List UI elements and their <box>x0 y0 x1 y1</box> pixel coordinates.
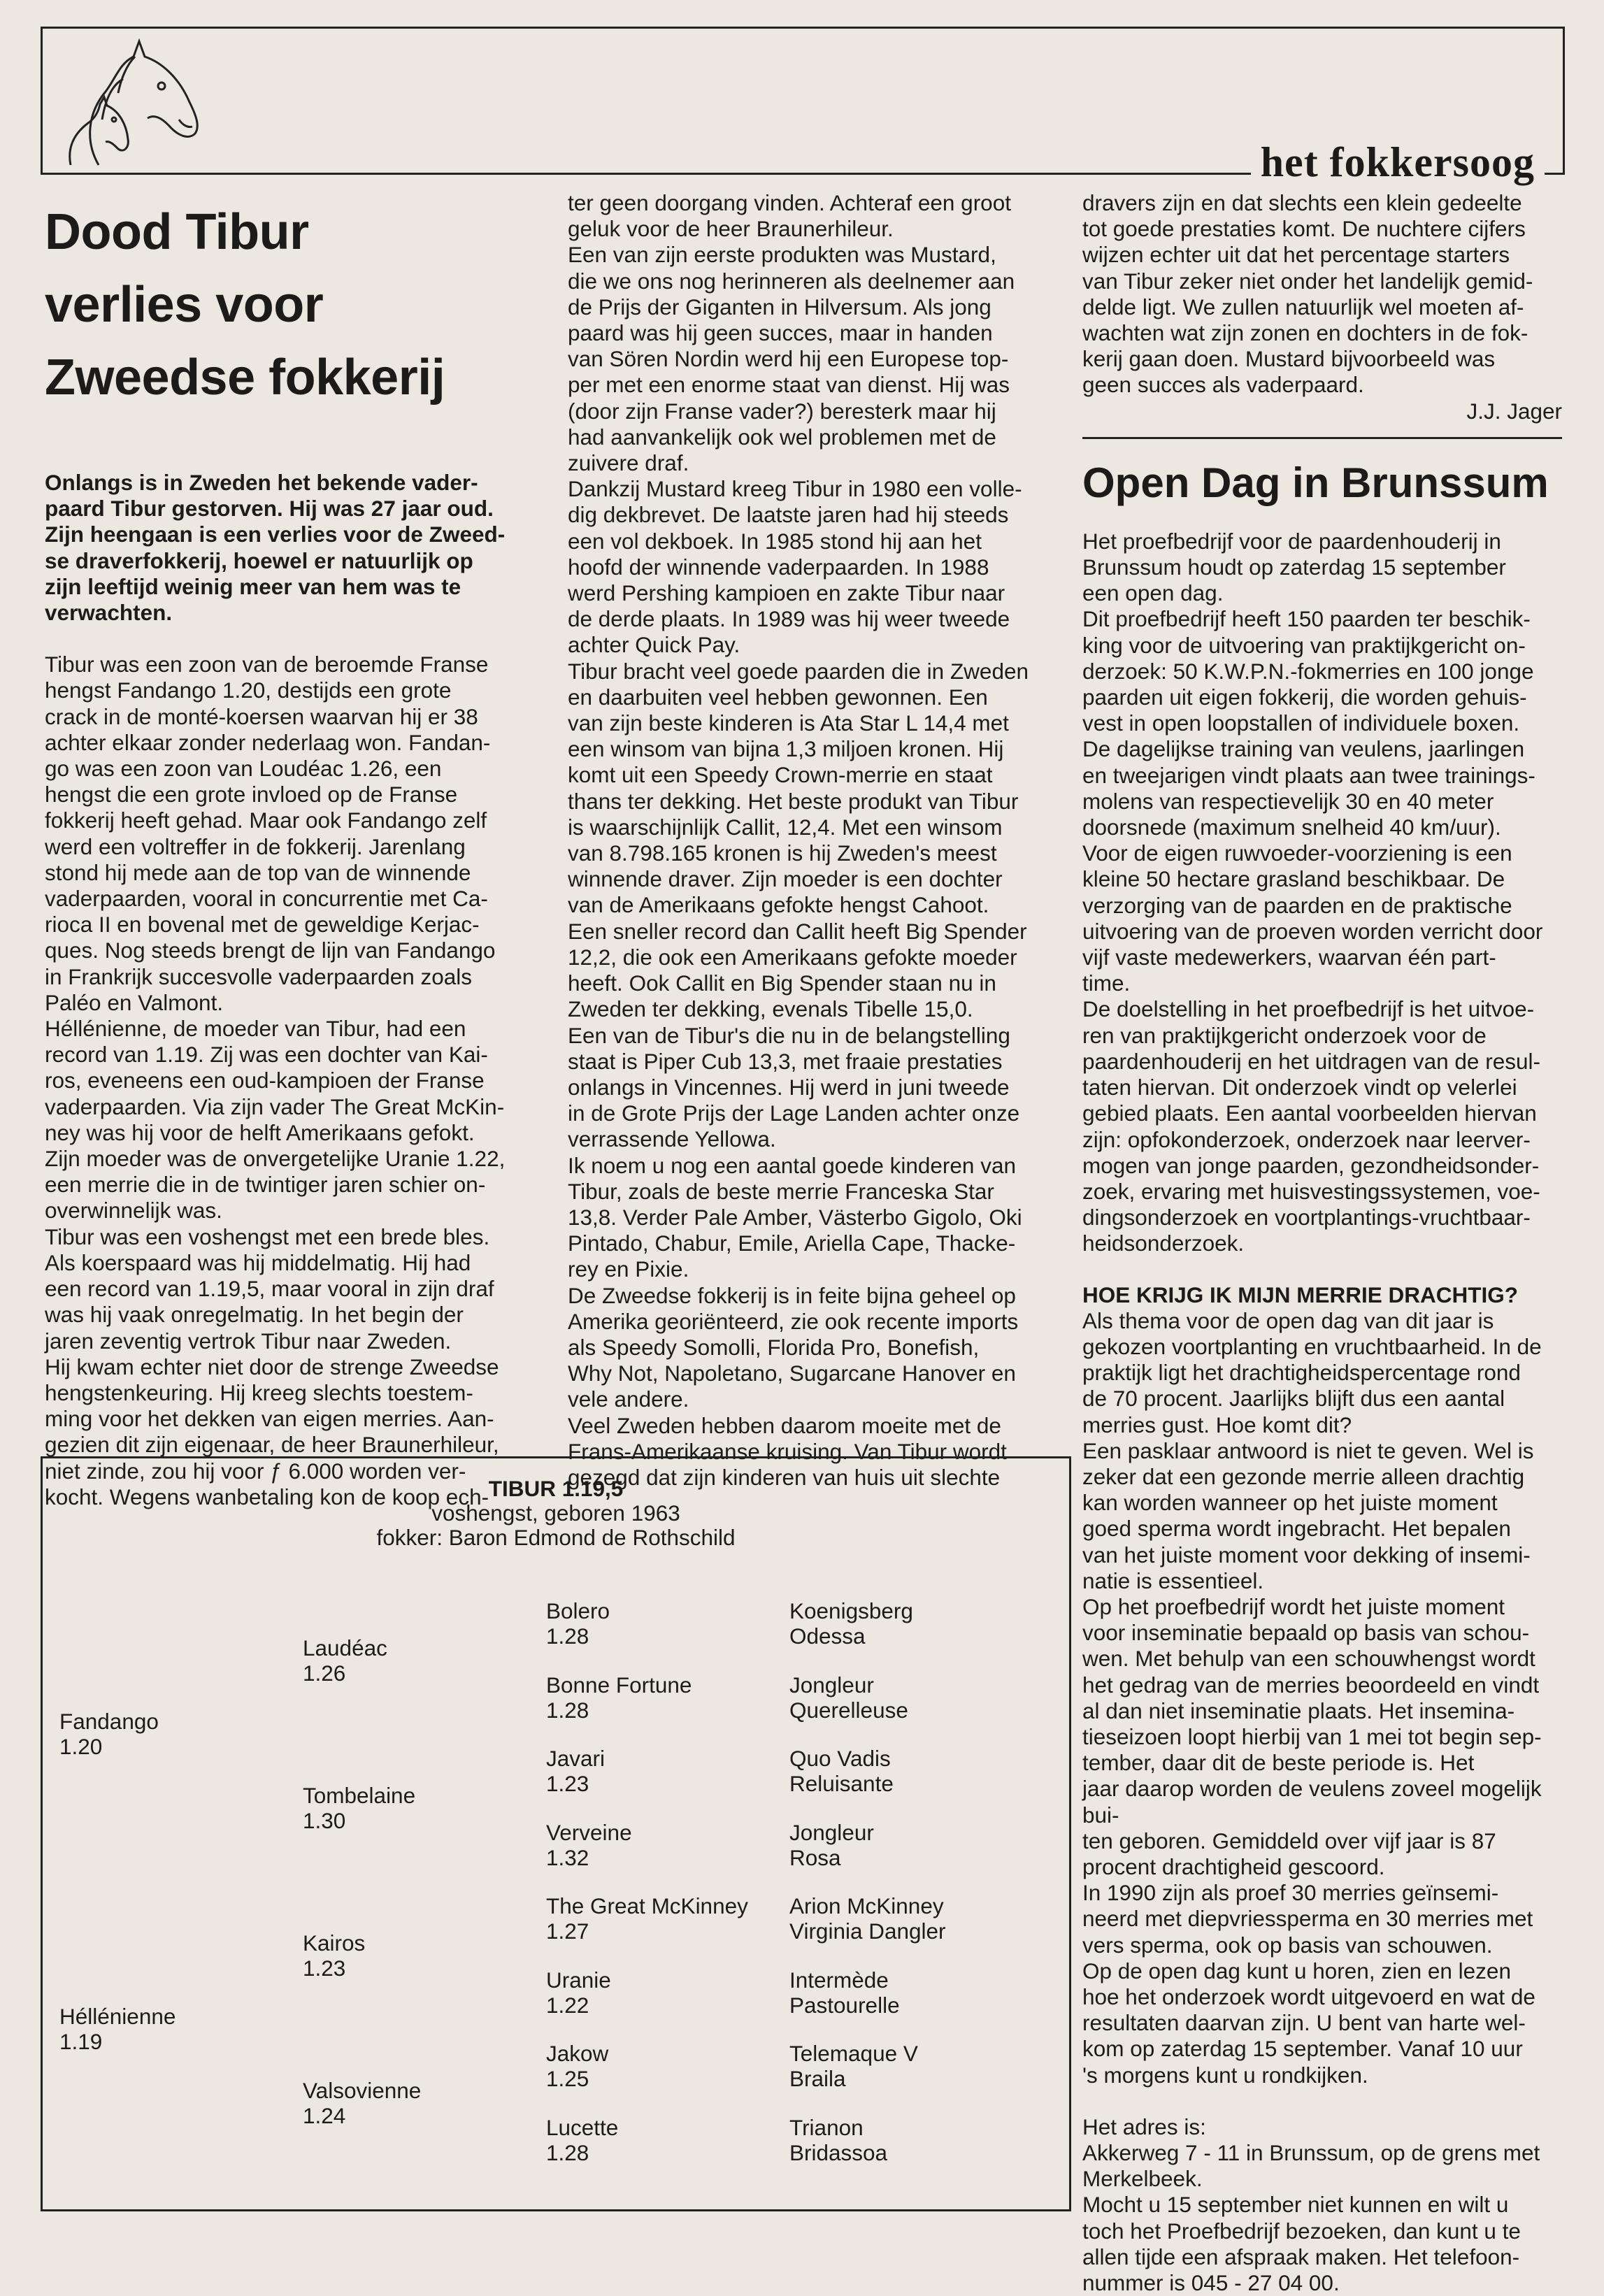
body-line: wachten wat zijn zonen en dochters in de fok- <box>1082 320 1528 346</box>
body-line: vest in open loopstallen of individuele boxen. <box>1082 710 1520 736</box>
body-line: ten geboren. Gemiddeld over vijf jaar is 87 <box>1082 1828 1496 1853</box>
article-column-2 <box>568 190 1043 1491</box>
body-line: hoofd der winnende vaderpaarden. In 1988 <box>568 554 989 580</box>
pedigree-gen4-entry-text: Jongleur <box>789 1672 874 1698</box>
body-line: uitvoering van de proeven worden verricht door <box>1082 918 1543 944</box>
body-line: achter Quick Pay. <box>568 632 740 658</box>
body-line: allen tijde een afspraak maken. Het telefoon- <box>1082 2244 1520 2269</box>
body-line: time. <box>1082 970 1131 996</box>
body-line: kocht. Wegens wanbetaling kon de koop ech- <box>45 1484 489 1509</box>
body-line: 's morgens kunt u rondkijken. <box>1082 2062 1368 2088</box>
body-line: en daarbuiten veel hebben gewonnen. Een <box>568 684 988 710</box>
body-line: goed sperma wordt ingebracht. Het bepalen <box>1082 1516 1511 1542</box>
pedigree-gen3-entry-text: Jakow <box>546 2041 609 2066</box>
body-line: praktijk ligt het drachtigheidspercentage rond <box>1082 1360 1521 1386</box>
body-line: gebied plaats. Een aantal voorbeelden hiervan <box>1082 1100 1537 1126</box>
body-line: mogen van jonge paarden, gezondheidsonder- <box>1082 1152 1540 1178</box>
pedigree-gen4-entry <box>789 2115 887 2165</box>
body-line: Op het proefbedrijf wordt het juiste moment <box>1082 1593 1505 1619</box>
body-line: Veel Zweden hebben daarom moeite met de <box>568 1412 1001 1438</box>
pedigree-gen2-entry-text: Laudéac <box>303 1635 387 1660</box>
pedigree-gen3-entry-text: Lucette <box>546 2114 619 2140</box>
body-line: ming voor het dekken van eigen merries. Aan- <box>45 1406 494 1432</box>
pedigree-dam <box>59 2004 176 2054</box>
body-line: van de Amerikaans gefokte hengst Cahoot. <box>568 892 989 918</box>
pedigree-gen4-entry-text: Intermède <box>789 1967 889 1993</box>
pedigree-gen4-entry-text: Virginia Dangler <box>789 1918 946 1944</box>
body-line: Dit proefbedrijf heeft 150 paarden ter beschik- <box>1082 606 1531 632</box>
body-line: de Prijs der Giganten in Hilversum. Als jong <box>568 294 991 320</box>
article-column-3 <box>1082 190 1562 2296</box>
body-line: Als koerspaard was hij middelmatig. Hij had <box>45 1249 471 1275</box>
body-line: al dan niet inseminatie plaats. Het insemina- <box>1082 1698 1515 1723</box>
body-line: Ik noem u nog een aantal goede kinderen van <box>568 1152 1016 1178</box>
body-line: is waarschijnlijk Callit, 12,4. Met een winsom <box>568 814 1003 840</box>
body-line: kan worden wanneer op het juiste moment <box>1082 1490 1498 1516</box>
article-title-line: Dood Tibur <box>45 204 309 260</box>
pedigree-gen3-entry-text: 1.27 <box>546 1918 589 1944</box>
body-line: Pintado, Chabur, Emile, Ariella Cape, Thacke- <box>568 1230 1016 1256</box>
body-line: een merrie die in de twintiger jaren schier on- <box>45 1172 486 1198</box>
article-body-col3 <box>1082 190 1562 399</box>
pedigree-gen4-entry-text: Odessa <box>789 1623 866 1649</box>
body-line: zijn: opfokonderzoek, onderzoek naar leerver- <box>1082 1126 1531 1152</box>
pedigree-gen4-entry-text: Trianon <box>789 2114 864 2140</box>
body-line: was hij vaak onregelmatig. In het begin der <box>45 1302 464 1328</box>
body-line: hengstenkeuring. Hij kreeg slechts toestem- <box>45 1379 473 1405</box>
body-line: een winsom van bijna 1,3 miljoen kronen. Hij <box>568 736 1004 762</box>
body-line: paardenhouderij en het uitdragen van de resul- <box>1082 1048 1540 1074</box>
pedigree-gen2-entry-text: 1.24 <box>303 2102 346 2128</box>
pedigree-gen3-entry <box>546 1598 610 1649</box>
body-line: Paléo en Valmont. <box>45 989 224 1015</box>
body-line: record van 1.19. Zij was een dochter van Kai- <box>45 1042 488 1068</box>
pedigree-gen3-entry-text: Javari <box>546 1746 606 1771</box>
pedigree-gen3-entry-text: 1.22 <box>546 1992 589 2018</box>
pedigree-gen3-entry-text: 1.23 <box>546 1771 589 1796</box>
body-line: werd een voltreffer in de fokkerij. Jarenlang <box>45 833 466 859</box>
article-lead <box>45 470 520 626</box>
body-line: hoe het onderzoek wordt uitgevoerd en wat de <box>1082 1984 1535 2009</box>
pedigree-gen3-entry <box>546 1746 605 1796</box>
open-dag-title: Open Dag in Brunssum <box>1082 459 1549 506</box>
body-line: hengst Fandango 1.20, destijds een grote <box>45 677 452 703</box>
pedigree-gen4-entry <box>789 1967 900 2018</box>
open-dag-body-b <box>1082 1308 1562 2088</box>
pedigree-gen3-entry <box>546 1672 692 1723</box>
pedigree-gen4-entry-text: Arion McKinney <box>789 1893 944 1918</box>
pedigree-gen3-entry-text: Verveine <box>546 1819 632 1845</box>
pedigree-sire-text: Fandango <box>59 1709 159 1735</box>
body-line: De Zweedse fokkerij is in feite bijna geheel op <box>568 1282 1016 1308</box>
lead-line: se draverfokkerij, hoewel er natuurlijk op <box>45 547 473 573</box>
section-title: het fokkersoog <box>1251 138 1545 187</box>
body-line: Frans-Amerikaanse kruising. Van Tibur wordt <box>568 1438 1007 1464</box>
pedigree-gen4-entry-text: Bridassoa <box>789 2139 888 2165</box>
pedigree-gen3-entry-text: The Great McKinney <box>546 1893 748 1918</box>
pedigree-gen3-entry-text: 1.25 <box>546 2066 589 2091</box>
pedigree-gen4-entry <box>789 1746 894 1796</box>
open-dag-subheading: HOE KRIJG IK MIJN MERRIE DRACHTIG? <box>1082 1282 1519 1307</box>
body-line: natie is essentieel. <box>1082 1567 1264 1593</box>
pedigree-gen4-entry-text: Telemaque V <box>789 2041 918 2066</box>
body-line: kerij gaan doen. Mustard bijvoorbeeld was <box>1082 346 1496 372</box>
body-line: Een van zijn eerste produkten was Mustard, <box>568 242 996 268</box>
pedigree-gen3-entry <box>546 1820 632 1870</box>
body-line: Een sneller record dan Callit heeft Big Spender <box>568 918 1027 944</box>
body-line: Why Not, Napoletano, Sugarcane Hanover en <box>568 1361 1016 1386</box>
body-line: nummer is 045 - 27 04 00. <box>1082 2270 1340 2296</box>
body-line: als Speedy Somolli, Florida Pro, Bonefish, <box>568 1334 980 1360</box>
pedigree-gen4-entry-text: Pastourelle <box>789 1992 900 2018</box>
body-line: Voor de eigen ruwvoeder-voorziening is een <box>1082 840 1512 866</box>
body-line: Op de open dag kunt u horen, zien en lezen <box>1082 1958 1511 1983</box>
pedigree-gen4-entry-text: Quo Vadis <box>789 1746 891 1771</box>
pedigree-gen3-entry-text: Uranie <box>546 1967 611 1993</box>
body-line: jaar daarop worden de veulens zoveel mogelijk bui- <box>1082 1776 1542 1828</box>
body-line: king voor de uitvoering van praktijkgericht on- <box>1082 632 1526 658</box>
article-body-col2 <box>568 190 1043 1491</box>
body-line: per met een enorme staat van dienst. Hij was <box>568 372 1010 398</box>
body-line: derzoek: 50 K.W.P.N.-fokmerries en 100 jonge <box>1082 658 1534 684</box>
body-line: jaren zeventig vertrok Tibur naar Zweden. <box>45 1328 452 1354</box>
horse-head-logo-icon <box>57 36 217 168</box>
lead-line: verwachten. <box>45 600 173 626</box>
body-line: de derde plaats. In 1989 was hij weer tweede <box>568 606 1010 632</box>
body-line: geen succes als vaderpaard. <box>1082 372 1364 398</box>
pedigree-gen2-entry-text: Kairos <box>303 1930 366 1956</box>
pedigree-dam-text: Héllénienne <box>59 2004 176 2030</box>
pedigree-gen3-entry-text: 1.28 <box>546 2139 589 2165</box>
body-line: vers sperma, ook op basis van schouwen. <box>1082 1932 1493 1958</box>
body-line: niet zinde, zou hij voor ƒ 6.000 worden ver- <box>45 1458 466 1484</box>
section-header <box>41 27 1565 185</box>
body-line: had aanvankelijk ook wel problemen met de <box>568 424 996 450</box>
body-line: van het juiste moment voor dekking of insemi- <box>1082 1542 1531 1567</box>
pedigree-subtitle: voshengst, geboren 1963 <box>431 1500 680 1526</box>
body-line: komt uit een Speedy Crown-merrie en staat <box>568 762 993 788</box>
body-line: rey en Pixie. <box>568 1256 689 1282</box>
body-line: merries gust. Hoe komt dit? <box>1082 1412 1352 1437</box>
pedigree-gen4-entry <box>789 1672 908 1723</box>
body-line: rioca II en bovenal met de geweldige Kerjac- <box>45 912 480 938</box>
pedigree-gen4-entry <box>789 2041 918 2091</box>
article-title-line: Zweedse fokkerij <box>45 350 445 406</box>
pedigree-gen4-entry-text: Querelleuse <box>789 1697 908 1723</box>
body-line: wen. Met behulp van een schouwhengst wordt <box>1082 1646 1535 1672</box>
body-line: Als thema voor de open dag van dit jaar is <box>1082 1307 1494 1333</box>
body-line: Het adres is: <box>1082 2114 1206 2139</box>
body-line: van Tibur zeker niet onder het landelijk gemid- <box>1082 268 1533 294</box>
body-line: zeker dat een gezonde merrie alleen drachtig <box>1082 1463 1525 1489</box>
body-line: go was een zoon van Loudéac 1.26, een <box>45 756 442 782</box>
body-line: doorsnede (maximum snelheid 40 km/uur). <box>1082 815 1501 840</box>
pedigree-gen3-entry <box>546 1967 611 2018</box>
body-line: dig dekbrevet. De laatste jaren had hij steeds <box>568 502 1009 528</box>
body-line: tieseizoen loopt hierbij van 1 mei tot begin sep- <box>1082 1723 1542 1749</box>
body-line: (door zijn Franse vader?) beresterk maar hij <box>568 398 996 424</box>
body-line: ren van praktijkgericht onderzoek voor de <box>1082 1022 1487 1048</box>
pedigree-gen3-entry <box>546 2115 618 2165</box>
body-line: paard was hij geen succes, maar in handen <box>568 320 993 346</box>
body-line: heidsonderzoek. <box>1082 1230 1245 1256</box>
pedigree-gen3-entry <box>546 1893 748 1944</box>
body-line: paarden uit eigen fokkerij, die worden gehuis- <box>1082 684 1527 710</box>
body-line: fokkerij heeft gehad. Maar ook Fandango zelf <box>45 808 487 833</box>
body-line: Brunssum houdt op zaterdag 15 september <box>1082 554 1506 580</box>
body-line: De dagelijkse training van veulens, jaarlingen <box>1082 736 1525 762</box>
open-dag-body-c <box>1082 2114 1562 2296</box>
body-line: Merkelbeek. <box>1082 2166 1203 2192</box>
body-line: ros, eveneens een oud-kampioen der Franse <box>45 1068 485 1093</box>
body-line: Een van de Tibur's die nu in de belangstelling <box>568 1022 1010 1048</box>
body-line: overwinnelijk was. <box>45 1198 222 1224</box>
body-line: dingsonderzoek en voortplantings-vruchtbaar- <box>1082 1205 1531 1230</box>
body-line: Mocht u 15 september niet kunnen en wilt u <box>1082 2192 1509 2218</box>
body-line: De doelstelling in het proefbedrijf is het uitvoe- <box>1082 996 1535 1022</box>
pedigree-gen3-entry-text: 1.28 <box>546 1623 589 1649</box>
body-line: dravers zijn en dat slechts een klein gedeelte <box>1082 190 1522 215</box>
body-line: winnende draver. Zijn moeder is een dochter <box>568 866 1003 892</box>
pedigree-gen4-entry <box>789 1893 946 1944</box>
lead-line: Onlangs is in Zweden het bekende vader- <box>45 470 478 495</box>
body-line: kom op zaterdag 15 september. Vanaf 10 uur <box>1082 2036 1523 2062</box>
pedigree-sire-text: 1.20 <box>59 1734 103 1760</box>
body-line: achter elkaar zonder nederlaag won. Fandan- <box>45 729 491 755</box>
author-byline: J.J. Jager <box>1466 398 1562 424</box>
body-line: crack in de monté-koersen waarvan hij er 38 <box>45 703 478 729</box>
body-line: een open dag. <box>1082 580 1224 606</box>
body-line: toch het Proefbedrijf bezoeken, dan kunt u te <box>1082 2218 1521 2244</box>
pedigree-gen2-entry <box>303 2078 421 2128</box>
pedigree-gen4-entry-text: Rosa <box>789 1844 841 1870</box>
pedigree-gen2-entry-text: 1.23 <box>303 1955 346 1981</box>
body-line: een record van 1.19,5, maar vooral in zijn draf <box>45 1276 494 1302</box>
body-line: Akkerweg 7 - 11 in Brunssum, op de grens met <box>1082 2140 1540 2166</box>
divider <box>1082 437 1562 439</box>
body-line: ques. Nog steeds brengt de lijn van Fandango <box>45 938 496 963</box>
pedigree-gen4-entry <box>789 1820 874 1870</box>
pedigree-gen4-entry-text: Braila <box>789 2066 846 2091</box>
pedigree-gen4-entry <box>789 1598 913 1649</box>
lead-line: zijn leeftijd weinig meer van hem was te <box>45 573 461 599</box>
article-title <box>45 196 520 414</box>
body-line: resultaten daarvan zijn. U bent van harte wel- <box>1082 2010 1526 2036</box>
article-body-col1 <box>45 652 520 1510</box>
body-line: Tibur was een voshengst met een brede bles. <box>45 1224 490 1249</box>
body-line: verzorging van de paarden en de praktische <box>1082 892 1512 918</box>
open-dag-body-a <box>1082 529 1562 1257</box>
pedigree-gen2-entry-text: 1.30 <box>303 1807 346 1833</box>
body-line: van 8.798.165 kronen is hij Zweden's meest <box>568 840 997 866</box>
body-line: en tweejarigen vindt plaats aan twee trainings- <box>1082 762 1535 788</box>
pedigree-breeder: fokker: Baron Edmond de Rothschild <box>376 1525 736 1550</box>
lead-line: paard Tibur gestorven. Hij was 27 jaar oud. <box>45 496 494 522</box>
pedigree-gen2-entry-text: 1.26 <box>303 1660 346 1686</box>
pedigree-gen2-entry <box>303 1635 387 1686</box>
pedigree-gen3-entry <box>546 2041 608 2091</box>
body-line: Héllénienne, de moeder van Tibur, had een <box>45 1016 466 1042</box>
article-title-line: verlies voor <box>45 277 324 333</box>
body-line: wijzen echter uit dat het percentage starters <box>1082 242 1510 268</box>
body-line: in Frankrijk succesvolle vaderpaarden zoals <box>45 963 473 989</box>
body-line: in de Grote Prijs der Lage Landen achter onze <box>568 1100 1020 1126</box>
body-line: delde ligt. We zullen natuurlijk wel moeten af- <box>1082 294 1524 320</box>
pedigree-box <box>41 1456 1071 2211</box>
body-line: Amerika georiënteerd, zie ook recente imports <box>568 1308 1019 1334</box>
body-line: Het proefbedrijf voor de paardenhouderij in <box>1082 528 1501 554</box>
body-line: Een pasklaar antwoord is niet te geven. Wel is <box>1082 1437 1534 1463</box>
body-line: kleine 50 hectare grasland beschikbaar. De <box>1082 866 1505 892</box>
body-line: de 70 procent. Jaarlijks blijft dus een aantal <box>1082 1386 1505 1412</box>
pedigree-gen4-entry-text: Reluisante <box>789 1771 894 1796</box>
body-line: molens van respectievelijk 30 en 40 meter <box>1082 788 1494 814</box>
body-line: die we ons nog herinneren als deelnemer aan <box>568 268 1015 294</box>
body-line: van Sören Nordin werd hij een Europese top- <box>568 346 1009 372</box>
body-line: een vol dekboek. In 1985 stond hij aan het <box>568 528 982 554</box>
body-line: zuivere draf. <box>568 450 689 476</box>
body-line: tot goede prestaties komt. De nuchtere cijfers <box>1082 216 1526 242</box>
body-line: Hij kwam echter niet door de strenge Zweedse <box>45 1354 499 1379</box>
body-line: thans ter dekking. Het beste produkt van Tibur <box>568 788 1019 814</box>
article-column-1 <box>45 196 520 1510</box>
body-line: tember, daar dit de beste periode is. Het <box>1082 1750 1475 1776</box>
body-line: voor inseminatie bepaald op basis van schou- <box>1082 1620 1530 1646</box>
body-line: hengst die een grote invloed op de Franse <box>45 782 458 808</box>
pedigree-gen2-entry <box>303 1930 365 1981</box>
body-line: zoek, ervaring met huisvestingssystemen, voe- <box>1082 1178 1540 1204</box>
body-line: Tibur bracht veel goede paarden die in Zweden <box>568 658 1029 684</box>
pedigree-gen2-entry-text: Valsovienne <box>303 2077 422 2103</box>
body-line: 13,8. Verder Pale Amber, Västerbo Gigolo, Oki <box>568 1204 1022 1230</box>
pedigree-gen3-entry-text: 1.28 <box>546 1697 589 1723</box>
pedigree-gen3-entry-text: Bonne Fortune <box>546 1672 692 1698</box>
body-line: het gedrag van de merries beoordeeld en vindt <box>1082 1672 1540 1698</box>
lead-line: Zijn heengaan is een verlies voor de Zweed- <box>45 522 506 547</box>
pedigree-sire <box>59 1709 159 1759</box>
body-line: vijf vaste medewerkers, waarvan één part- <box>1082 945 1496 970</box>
body-line: taten hiervan. Dit onderzoek vindt op velerlei <box>1082 1075 1517 1100</box>
body-line: Zijn moeder was de onvergetelijke Uranie 1.22, <box>45 1146 506 1172</box>
body-line: verrassende Yellowa. <box>568 1126 776 1152</box>
body-line: ter geen doorgang vinden. Achteraf een groot <box>568 190 1011 215</box>
pedigree-gen4-entry-text: Koenigsberg <box>789 1598 913 1623</box>
body-line: gekozen voortplanting en vruchtbaarheid. In de <box>1082 1333 1542 1359</box>
body-line: onlangs in Vincennes. Hij werd in juni tweede <box>568 1074 1010 1100</box>
body-line: Zweden ter dekking, evenals Tibelle 15,0. <box>568 996 973 1022</box>
body-line: vaderpaarden. Via zijn vader The Great McKin- <box>45 1093 505 1119</box>
body-line: staat is Piper Cub 13,3, met fraaie prestaties <box>568 1048 1003 1074</box>
body-line: In 1990 zijn als proef 30 merries geïnsemi- <box>1082 1880 1499 1906</box>
body-line: Tibur, zoals de beste merrie Franceska Star <box>568 1178 994 1204</box>
pedigree-gen3-entry-text: 1.32 <box>546 1844 589 1870</box>
body-line: procent drachtigheid gescoord. <box>1082 1853 1385 1879</box>
pedigree-title: TIBUR 1.19,5 <box>488 1476 624 1501</box>
pedigree-dam-text: 1.19 <box>59 2029 103 2055</box>
pedigree-gen2-entry-text: Tombelaine <box>303 1782 416 1808</box>
body-line: Dankzij Mustard kreeg Tibur in 1980 een volle- <box>568 476 1022 502</box>
body-line: van zijn beste kinderen is Ata Star L 14,4 met <box>568 710 1009 736</box>
pedigree-gen2-entry <box>303 1783 415 1833</box>
pedigree-gen3-entry-text: Bolero <box>546 1598 610 1623</box>
body-line: vaderpaarden, vooral in concurrentie met Ca- <box>45 886 488 912</box>
body-line: gezien dit zijn eigenaar, de heer Braunerhileur, <box>45 1432 499 1458</box>
body-line: werd Pershing kampioen en zakte Tibur naar <box>568 580 1005 606</box>
body-line: geluk voor de heer Braunerhileur. <box>568 216 894 242</box>
body-line: vele andere. <box>568 1386 689 1412</box>
pedigree-gen4-entry-text: Jongleur <box>789 1819 874 1845</box>
body-line: 12,2, die ook een Amerikaans gefokte moeder <box>568 944 1017 970</box>
body-line: gezegd dat zijn kinderen van huis uit slechte <box>568 1464 1001 1490</box>
body-line: neerd met diepvriessperma en 30 merries met <box>1082 1906 1533 1932</box>
pedigree-header <box>43 1477 1069 1550</box>
body-line: Tibur was een zoon van de beroemde Franse <box>45 652 489 677</box>
body-line: stond hij mede aan de top van de winnende <box>45 859 471 885</box>
body-line: heeft. Ook Callit en Big Spender staan nu in <box>568 970 996 996</box>
body-line: ney was hij voor de helft Amerikaans gefokt. <box>45 1119 475 1145</box>
